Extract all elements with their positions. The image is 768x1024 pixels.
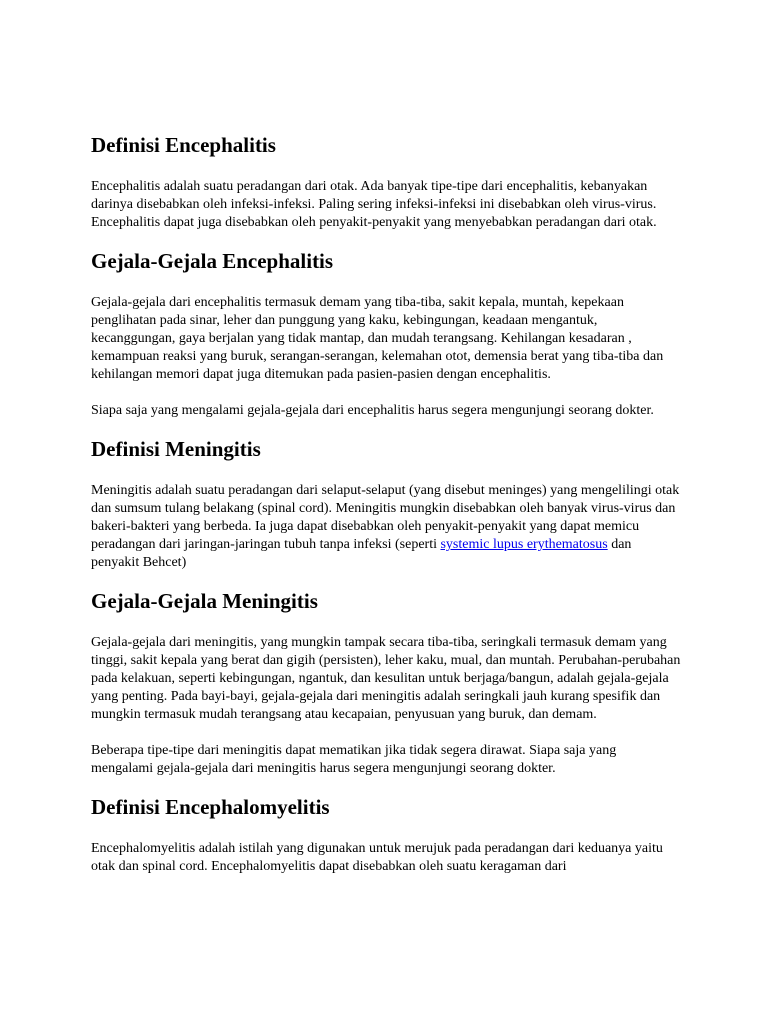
section-gejala-meningitis: [91, 588, 681, 778]
paragraph-text: Meningitis adalah suatu peradangan dari selaput-selaput (yang disebut meninges) yang mengelilingi otak dan sumsum tulang belakang (spinal cord). Meningitis mungkin disebabkan oleh banyak virus-virus dan bakeri-bakteri yang berbeda. Ia juga dapat disebabkan oleh penyakit-penyakit yang dapat memicu peradangan dari jaringan-jaringan tubuh tanpa infeksi (seperti: [91, 483, 680, 552]
paragraph: Encephalomyelitis adalah istilah yang digunakan untuk merujuk pada peradangan dari keduanya yaitu otak dan spinal cord. Encephalomyelitis dapat disebabkan oleh suatu keragaman dari: [91, 841, 663, 874]
section-definisi-encephalitis: [91, 132, 681, 232]
lupus-link[interactable]: systemic lupus erythematosus: [440, 537, 608, 552]
paragraph: Siapa saja yang mengalami gejala-gejala dari encephalitis harus segera mengunjungi seorang dokter.: [91, 403, 654, 418]
section-heading: Definisi Meningitis: [91, 437, 261, 461]
paragraph: Encephalitis adalah suatu peradangan dari otak. Ada banyak tipe-tipe dari encephalitis, kebanyakan darinya disebabkan oleh infeksi-infeksi. Paling sering infeksi-infeksi ini disebabkan oleh virus-virus. Encephalitis dapat juga disebabkan oleh penyakit-penyakit yang menyebabkan peradangan dari otak.: [91, 179, 657, 230]
section-gejala-encephalitis: [91, 248, 681, 420]
section-definisi-encephalomyelitis: [91, 794, 681, 876]
document-page: [91, 132, 681, 894]
paragraph: Beberapa tipe-tipe dari meningitis dapat mematikan jika tidak segera dirawat. Siapa saja yang mengalami gejala-gejala dari meningitis harus segera mengunjungi seorang dokter.: [91, 743, 617, 776]
paragraph: Gejala-gejala dari encephalitis termasuk demam yang tiba-tiba, sakit kepala, muntah, kepekaan penglihatan pada sinar, leher dan punggung yang kaku, kebingungan, keadaan mengantuk, kecanggungan, gaya berjalan yang tidak mantap, dan mudah terangsang. Kehilangan kesadaran , kemampuan reaksi yang buruk, serangan-serangan, kelemahan otot, demensia berat yang tiba-tiba dan kehilangan memori dapat juga ditemukan pada pasien-pasien dengan encephalitis.: [91, 295, 664, 382]
section-heading: Gejala-Gejala Meningitis: [91, 589, 318, 613]
paragraph-text: dan penyakit Behcet): [91, 537, 632, 570]
section-heading: Gejala-Gejala Encephalitis: [91, 249, 334, 273]
paragraph: Gejala-gejala dari meningitis, yang mungkin tampak secara tiba-tiba, seringkali termasuk demam yang tinggi, sakit kepala yang berat dan gigih (persisten), leher kaku, mual, dan muntah. Perubahan-perubahan pada kelakuan, seperti kebingungan, ngantuk, dan kesulitan untuk berjaga/bangun, adalah gejala-gejala yang penting. Pada bayi-bayi, gejala-gejala dari meningitis adalah seringkali jauh kurang spesifik dan mungkin termasuk mudah terangsang atau kecapaian, penyusuan yang buruk, dan demam.: [91, 635, 681, 722]
section-definisi-meningitis: [91, 436, 681, 572]
paragraph-with-link: [91, 482, 681, 572]
section-heading: Definisi Encephalomyelitis: [91, 795, 330, 819]
section-heading: Definisi Encephalitis: [91, 133, 276, 157]
